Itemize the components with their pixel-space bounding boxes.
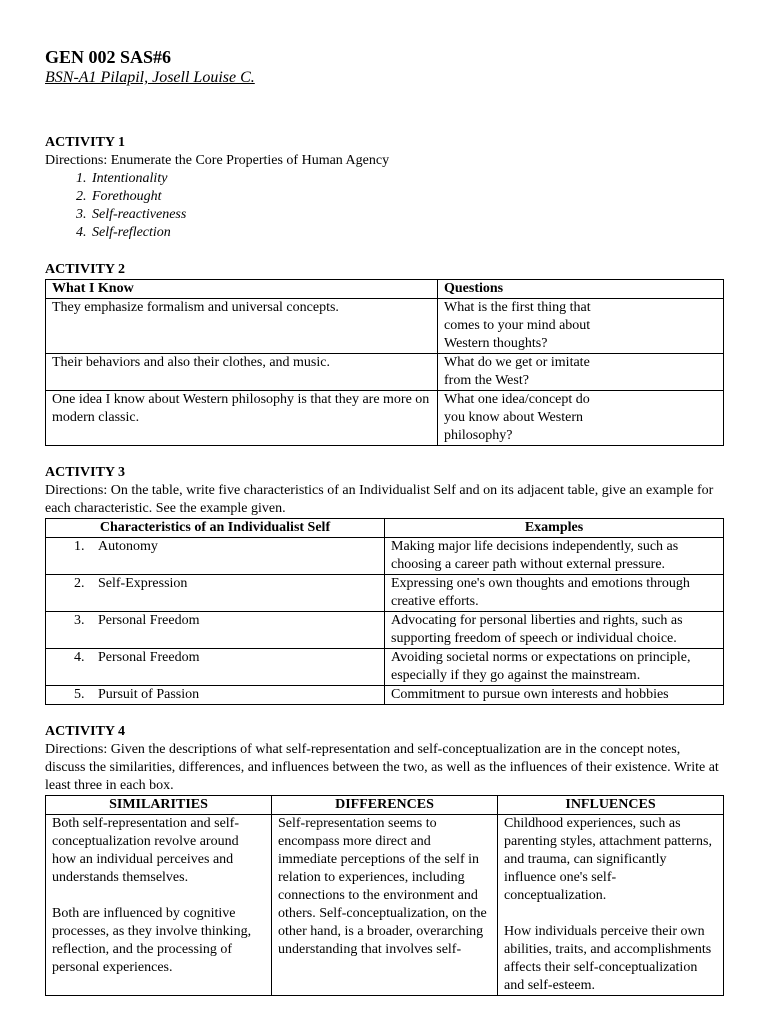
column-header-differences: DIFFERENCES xyxy=(272,796,498,815)
characteristic-cell xyxy=(46,612,385,649)
characteristic-text: Pursuit of Passion xyxy=(98,687,200,702)
table-row xyxy=(46,575,724,612)
influence-paragraph: How individuals perceive their own abilities, traits, and accomplishments affects their self-conceptualization and self-esteem. xyxy=(504,924,712,993)
activity-2-heading: ACTIVITY 2 xyxy=(45,262,125,277)
document-subtitle: BSN-A1 Pilapil, Josell Louise C. xyxy=(45,69,255,86)
characteristic-text: Self-Expression xyxy=(98,576,188,591)
document-title: GEN 002 SAS#6 xyxy=(45,47,172,67)
influence-paragraph: Childhood experiences, such as parenting styles, attachment patterns, and trauma, can significantly influence one's self-conceptualization. xyxy=(504,816,712,903)
column-header-influences: INFLUENCES xyxy=(498,796,724,815)
example-cell: Advocating for personal liberties and rights, such as supporting freedom of speech or individual choice. xyxy=(385,612,724,649)
activity-3-section xyxy=(45,464,723,705)
example-cell: Avoiding societal norms or expectations on principle, especially if they go against the mainstream. xyxy=(385,649,724,686)
column-header-examples: Examples xyxy=(385,519,724,538)
influences-cell xyxy=(498,815,724,996)
characteristic-cell xyxy=(46,538,385,575)
question-cell: What do we get or imitate from the West? xyxy=(438,354,724,391)
question-cell: What is the first thing that comes to your mind about Western thoughts? xyxy=(438,299,724,354)
characteristic-cell xyxy=(46,575,385,612)
table-header-row xyxy=(46,519,724,538)
similarity-paragraph: Both are influenced by cognitive processes, as they involve thinking, reflection, and the processing of personal experiences. xyxy=(52,906,252,975)
document-page xyxy=(45,46,723,996)
row-number: 3. xyxy=(74,613,85,628)
row-number: 2. xyxy=(74,576,85,591)
example-cell: Commitment to pursue own interests and hobbies xyxy=(385,686,724,705)
activity-4-directions: Directions: Given the descriptions of what self-representation and self-conceptualization are in the concept notes, discuss the similarities, differences, and influences between the two, as well as the influences of their existence. Write at least three in each box. xyxy=(45,742,719,793)
table-row xyxy=(46,299,724,354)
column-header-characteristics: Characteristics of an Individualist Self xyxy=(46,519,385,538)
activity-2-table xyxy=(45,279,724,446)
characteristic-cell xyxy=(46,686,385,705)
know-cell: They emphasize formalism and universal concepts. xyxy=(46,299,438,354)
characteristic-text: Personal Freedom xyxy=(98,613,200,628)
activity-4-heading: ACTIVITY 4 xyxy=(45,724,125,739)
row-number: 4. xyxy=(74,650,85,665)
activity-1-section xyxy=(45,134,723,242)
table-row xyxy=(46,686,724,705)
list-item: 2. Forethought xyxy=(90,188,723,206)
activity-1-heading: ACTIVITY 1 xyxy=(45,135,125,150)
characteristic-cell xyxy=(46,649,385,686)
difference-paragraph: Self-representation seems to encompass more direct and immediate perceptions of the self in relation to experiences, including connections to the environment and others. Self-conceptualization, on the other hand, is a broader, overarching understanding that involves self- xyxy=(278,816,487,957)
similarities-cell xyxy=(46,815,272,996)
example-cell: Expressing one's own thoughts and emotions through creative efforts. xyxy=(385,575,724,612)
characteristic-text: Autonomy xyxy=(98,539,158,554)
similarity-paragraph: Both self-representation and self-conceptualization revolve around how an individual perceives and understands themselves. xyxy=(52,816,239,885)
activity-2-section xyxy=(45,261,723,446)
differences-cell xyxy=(272,815,498,996)
row-number: 5. xyxy=(74,687,85,702)
activity-3-heading: ACTIVITY 3 xyxy=(45,465,125,480)
activity-1-directions: Directions: Enumerate the Core Properties of Human Agency xyxy=(45,153,390,168)
table-header-row xyxy=(46,796,724,815)
list-item: 4. Self-reflection xyxy=(90,224,723,242)
list-item: 1. Intentionality xyxy=(90,170,723,188)
question-cell: What one idea/concept do you know about Western philosophy? xyxy=(438,391,724,446)
table-row xyxy=(46,391,724,446)
example-cell: Making major life decisions independently, such as choosing a career path without external pressure. xyxy=(385,538,724,575)
table-row xyxy=(46,649,724,686)
characteristic-text: Personal Freedom xyxy=(98,650,200,665)
table-header-row xyxy=(46,280,724,299)
activity-3-directions: Directions: On the table, write five characteristics of an Individualist Self and on its adjacent table, give an example for each characteristic. See the example given. xyxy=(45,483,714,516)
know-cell: Their behaviors and also their clothes, and music. xyxy=(46,354,438,391)
row-number: 1. xyxy=(74,539,85,554)
column-header-similarities: SIMILARITIES xyxy=(46,796,272,815)
table-row xyxy=(46,815,724,996)
core-properties-list xyxy=(45,170,723,242)
column-header-what-i-know: What I Know xyxy=(46,280,438,299)
know-cell: One idea I know about Western philosophy is that they are more on modern classic. xyxy=(46,391,438,446)
column-header-questions: Questions xyxy=(438,280,724,299)
activity-4-table xyxy=(45,795,724,996)
activity-4-section xyxy=(45,723,723,996)
activity-3-table xyxy=(45,518,724,705)
table-row xyxy=(46,612,724,649)
table-row xyxy=(46,538,724,575)
list-item: 3. Self-reactiveness xyxy=(90,206,723,224)
table-row xyxy=(46,354,724,391)
